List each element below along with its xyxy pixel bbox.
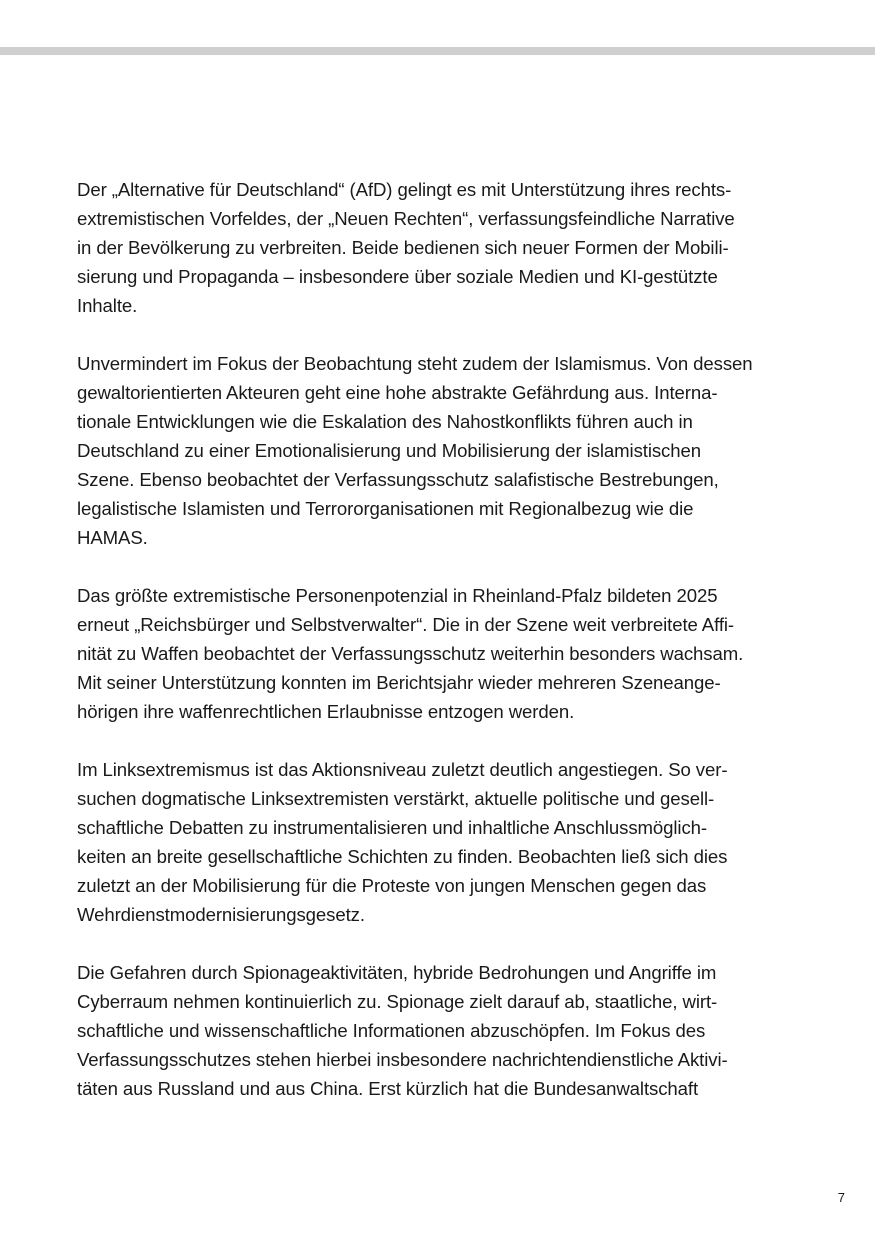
text-line: gewaltorientierten Akteuren geht eine hohe abstrakte Gefährdung aus. Interna- (77, 382, 718, 403)
paragraph-reichsbuerger (77, 581, 799, 726)
text-line: zuletzt an der Mobilisierung für die Proteste von jungen Menschen gegen das (77, 875, 707, 896)
text-line: erneut „Reichsbürger und Selbstverwalter“. Die in der Szene weit verbreitete Affi- (77, 614, 735, 635)
text-line: Der „Alternative für Deutschland“ (AfD) gelingt es mit Unterstützung ihres rechts- (77, 179, 732, 200)
text-line: extremistischen Vorfeldes, der „Neuen Rechten“, verfassungsfeindliche Narrative (77, 208, 735, 229)
paragraph-spionage (77, 958, 799, 1103)
text-line: in der Bevölkerung zu verbreiten. Beide bedienen sich neuer Formen der Mobili- (77, 237, 729, 258)
text-line: tionale Entwicklungen wie die Eskalation des Nahostkonflikts führen auch in (77, 411, 693, 432)
text-line: legalistische Islamisten und Terrororganisationen mit Regionalbezug wie die (77, 498, 694, 519)
paragraph-linksextremismus (77, 755, 799, 929)
text-line: keiten an breite gesellschaftliche Schichten zu finden. Beobachten ließ sich dies (77, 846, 728, 867)
text-line: hörigen ihre waffenrechtlichen Erlaubnisse entzogen werden. (77, 701, 575, 722)
text-line: nität zu Waffen beobachtet der Verfassungsschutz weiterhin besonders wachsam. (77, 643, 744, 664)
paragraph-afd (77, 175, 799, 320)
page-number: 7 (837, 1190, 845, 1205)
text-line: Die Gefahren durch Spionageaktivitäten, hybride Bedrohungen und Angriffe im (77, 962, 717, 983)
paragraph-islamismus (77, 349, 799, 552)
text-line: schaftliche Debatten zu instrumentalisieren und inhaltliche Anschlussmöglich- (77, 817, 707, 838)
text-line: Das größte extremistische Personenpotenzial in Rheinland-Pfalz bildeten 2025 (77, 585, 718, 606)
text-line: Mit seiner Unterstützung konnten im Berichtsjahr wieder mehreren Szeneange- (77, 672, 721, 693)
text-line: Cyberraum nehmen kontinuierlich zu. Spionage zielt darauf ab, staatliche, wirt- (77, 991, 718, 1012)
text-line: sierung und Propaganda – insbesondere über soziale Medien und KI-gestützte (77, 266, 718, 287)
text-line: Im Linksextremismus ist das Aktionsniveau zuletzt deutlich angestiegen. So ver- (77, 759, 728, 780)
header-rule (0, 47, 875, 55)
text-line: Wehrdienstmodernisierungsgesetz. (77, 904, 365, 925)
text-line: täten aus Russland und aus China. Erst kürzlich hat die Bundesanwaltschaft (77, 1078, 699, 1099)
text-line: Deutschland zu einer Emotionalisierung und Mobilisierung der islamistischen (77, 440, 701, 461)
text-line: schaftliche und wissenschaftliche Informationen abzuschöpfen. Im Fokus des (77, 1020, 706, 1041)
text-line: suchen dogmatische Linksextremisten verstärkt, aktuelle politische und gesell- (77, 788, 715, 809)
text-line: Inhalte. (77, 295, 138, 316)
text-line: Szene. Ebenso beobachtet der Verfassungsschutz salafistische Bestrebungen, (77, 469, 719, 490)
text-line: Verfassungsschutzes stehen hierbei insbesondere nachrichtendienstliche Aktivi- (77, 1049, 728, 1070)
text-line: HAMAS. (77, 527, 148, 548)
body-text (77, 175, 799, 1132)
text-line: Unvermindert im Fokus der Beobachtung steht zudem der Islamismus. Von dessen (77, 353, 753, 374)
